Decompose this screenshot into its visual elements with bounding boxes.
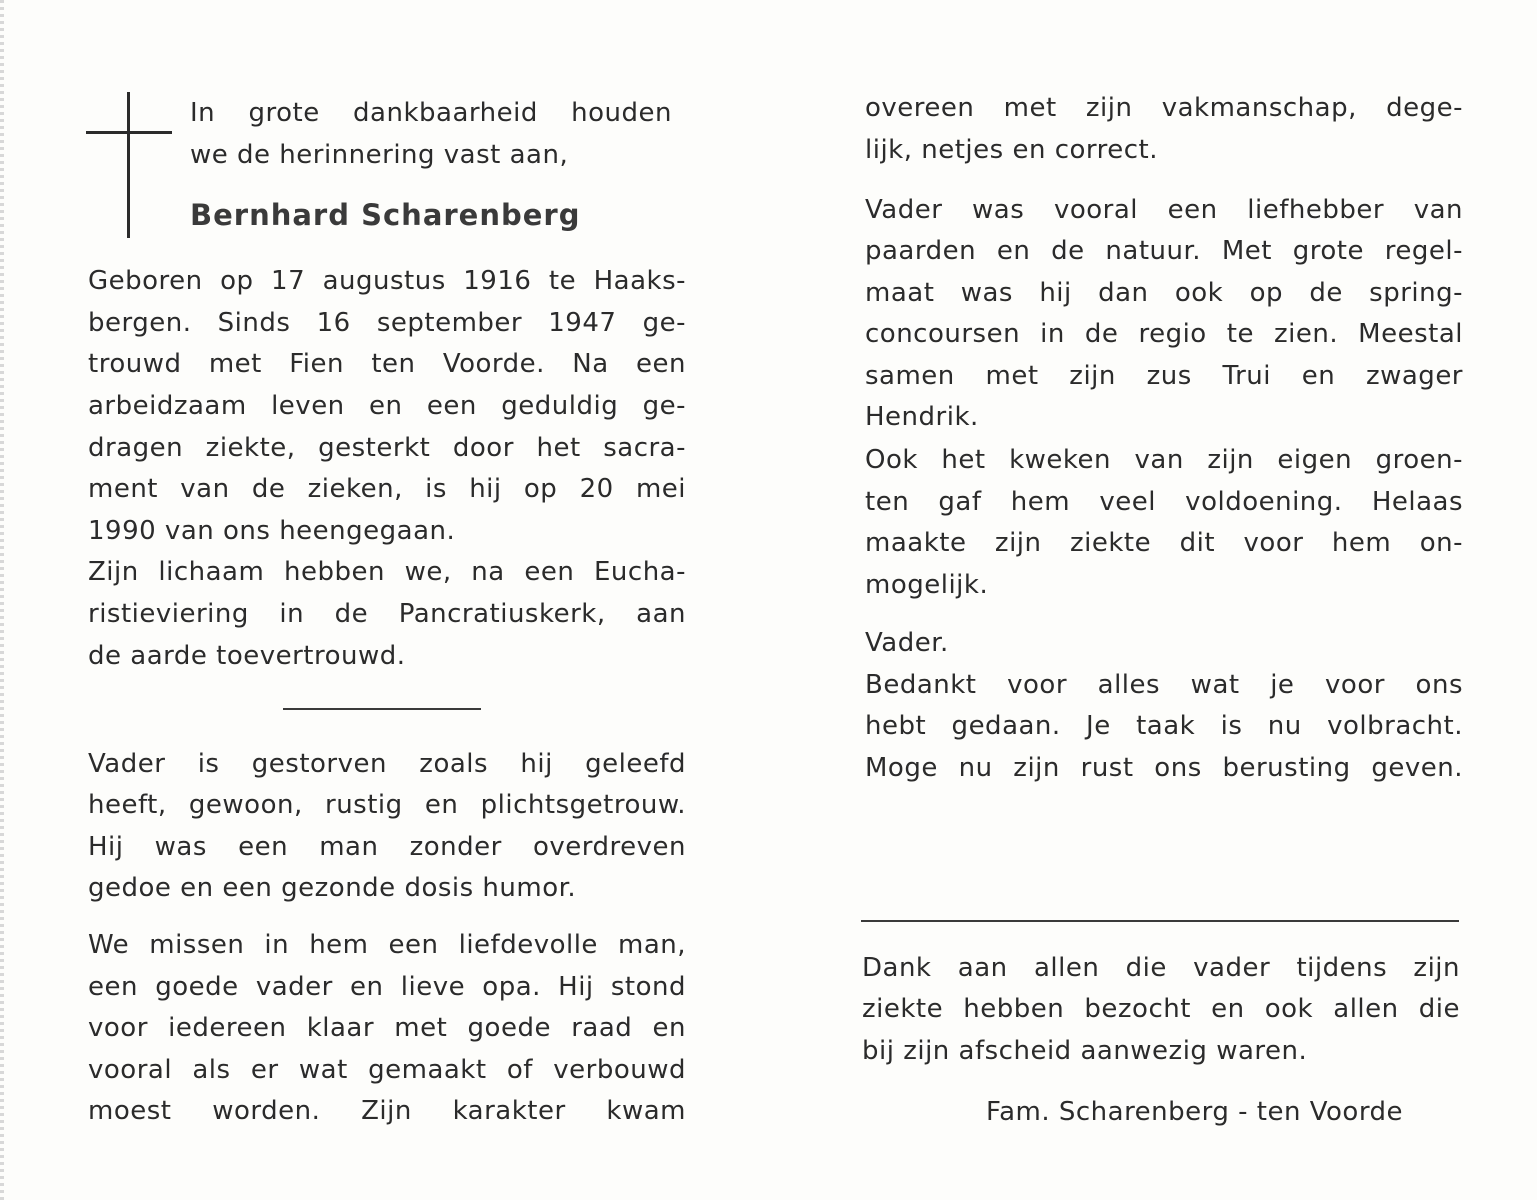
text-line: Dank aan allen die vader tijdens zijn (862, 953, 1460, 983)
text-line: Geboren op 17 augustus 1916 te Haaks- (88, 266, 686, 296)
text-line: Vader was vooral een liefhebber van (865, 195, 1463, 225)
text-line: arbeidzaam leven en een geduldig ge- (88, 391, 686, 421)
family-signature: Fam. Scharenberg - ten Voorde (986, 1097, 1404, 1127)
divider (861, 920, 1459, 922)
scan-edge (0, 0, 4, 1200)
text-line: mogelijk. (865, 570, 989, 600)
text-line: Hij was een man zonder overdreven (88, 832, 686, 862)
text-line: gedoe en een gezonde dosis humor. (88, 873, 577, 903)
text-line: bergen. Sinds 16 september 1947 ge- (88, 308, 686, 338)
text-line: vooral als er wat gemaakt of verbouwd (88, 1055, 686, 1085)
text-line: Ook het kweken van zijn eigen groen- (865, 445, 1463, 475)
text-line: lijk, netjes en correct. (865, 135, 1158, 165)
text-line: maakte zijn ziekte dit voor hem on- (865, 528, 1463, 558)
text-line: Vader. (865, 628, 949, 658)
text-line: bij zijn afscheid aanwezig waren. (862, 1036, 1308, 1066)
text-line: overeen met zijn vakmanschap, dege- (865, 93, 1463, 123)
text-line: heeft, gewoon, rustig en plichtsgetrouw. (88, 790, 686, 820)
text-line: ment van de zieken, is hij op 20 mei (88, 474, 686, 504)
text-line: Zijn lichaam hebben we, na een Eucha- (88, 557, 686, 587)
text-line: Bedankt voor alles wat je voor ons (865, 670, 1463, 700)
intro-line: In grote dankbaarheid houden (190, 98, 672, 128)
text-line: ten gaf hem veel voldoening. Helaas (865, 487, 1463, 517)
text-line: concoursen in de regio te zien. Meestal (865, 319, 1463, 349)
deceased-name: Bernhard Scharenberg (190, 198, 581, 232)
text-line: 1990 van ons heengegaan. (88, 516, 456, 546)
text-line: moest worden. Zijn karakter kwam (88, 1096, 686, 1126)
text-line: We missen in hem een liefdevolle man, (88, 930, 686, 960)
intro-line: we de herinnering vast aan, (190, 140, 569, 170)
text-line: maat was hij dan ook op de spring- (865, 278, 1463, 308)
text-line: voor iedereen klaar met goede raad en (88, 1013, 686, 1043)
text-line: Vader is gestorven zoals hij geleefd (88, 749, 686, 779)
text-line: een goede vader en lieve opa. Hij stond (88, 972, 686, 1002)
cross-icon-vertical (127, 92, 130, 238)
text-line: dragen ziekte, gesterkt door het sacra- (88, 433, 686, 463)
text-line: hebt gedaan. Je taak is nu volbracht. (865, 711, 1463, 741)
text-line: trouwd met Fien ten Voorde. Na een (88, 349, 686, 379)
text-line: Moge nu zijn rust ons berusting geven. (865, 753, 1463, 783)
cross-icon-horizontal (86, 131, 172, 134)
text-line: samen met zijn zus Trui en zwager (865, 361, 1463, 391)
text-line: paarden en de natuur. Met grote regel- (865, 236, 1463, 266)
text-line: ziekte hebben bezocht en ook allen die (862, 994, 1460, 1024)
text-line: Hendrik. (865, 402, 979, 432)
text-line: ristieviering in de Pancratiuskerk, aan (88, 599, 686, 629)
divider (283, 708, 481, 710)
text-line: de aarde toevertrouwd. (88, 641, 406, 671)
